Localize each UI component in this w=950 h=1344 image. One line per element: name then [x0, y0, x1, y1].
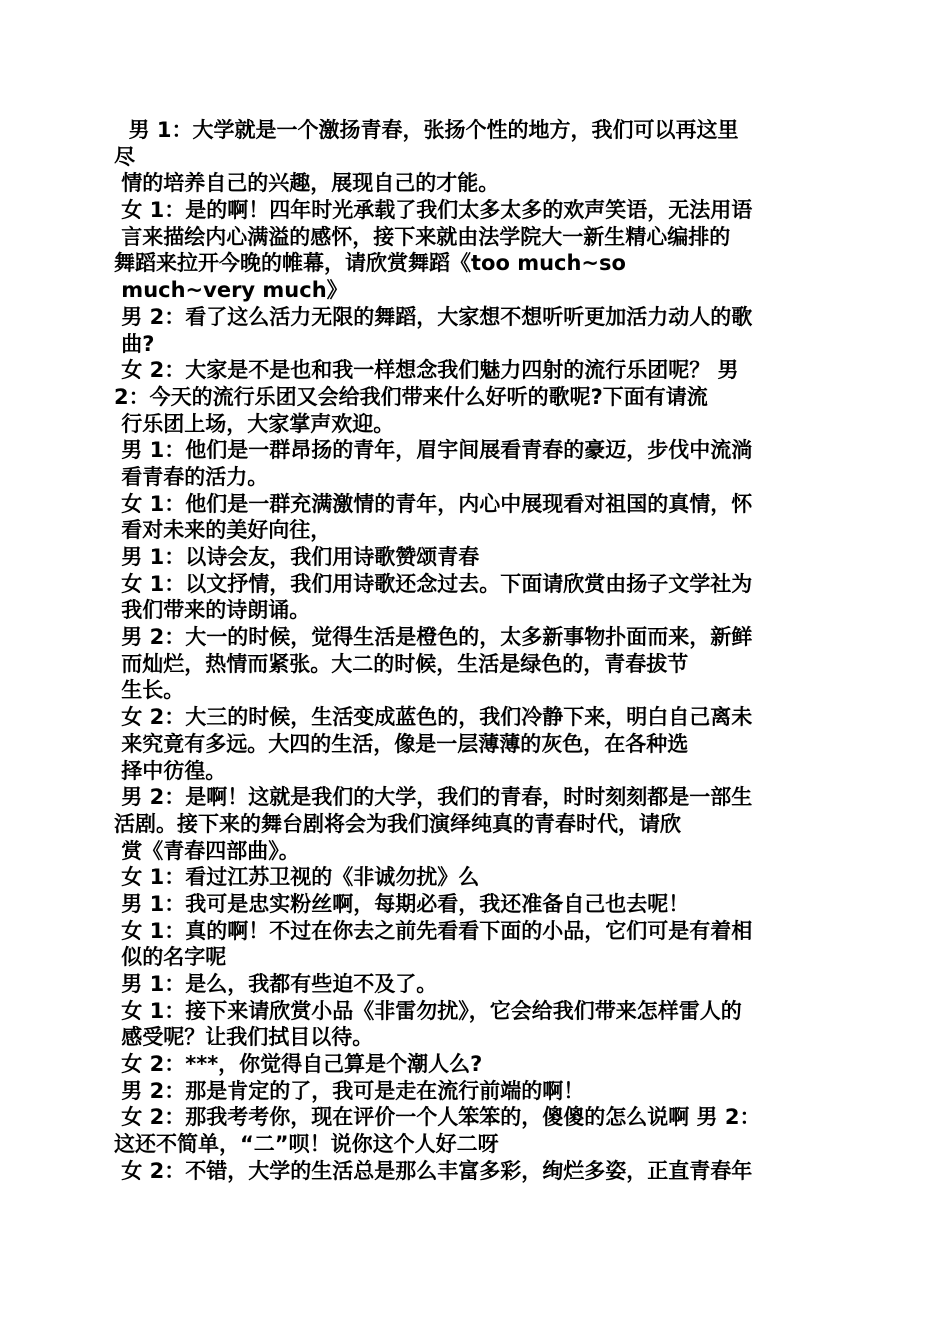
text-line: 言来描绘内心满溢的感怀，接下来就由法学院大一新生精心编排的: [114, 224, 731, 249]
text-line: 男 2：那是肯定的了，我可是走在流行前端的啊！: [114, 1078, 585, 1103]
text-line: 女 2：不错，大学的生活总是那么丰富多彩，绚烂多姿，正直青春年: [114, 1158, 753, 1183]
text-line: 女 1：他们是一群充满激情的青年，内心中展现看对祖国的真情，怀: [114, 491, 753, 516]
text-line: 曲?: [114, 331, 155, 356]
text-line: 女 1：是的啊！四年时光承载了我们太多太多的欢声笑语，无法用语: [114, 198, 753, 223]
text-line: 男 2：大一的时候，觉得生活是橙色的，太多新事物扑面而来，新鲜: [114, 625, 753, 650]
text-line: 看对未来的美好向往，: [114, 518, 332, 543]
text-line: 女 2：那我考考你，现在评价一个人笨笨的，傻傻的怎么说啊 男 2：: [114, 1105, 761, 1130]
text-line: 男 1：他们是一群昂扬的青年，眉宇间展看青春的豪迈，步伐中流淌: [114, 438, 753, 463]
text-line: 生长。: [114, 678, 185, 703]
text-line: 女 2：大三的时候，生活变成蓝色的，我们冷静下来，明白自己离未: [114, 705, 753, 730]
text-line: 活剧。接下来的舞台剧将会为我们演绎纯真的青春时代，请欣: [114, 811, 681, 836]
text-line: 我们带来的诗朗诵。: [114, 598, 311, 623]
text-line: 男 2：是啊！这就是我们的大学，我们的青春，时时刻刻都是一部生: [114, 785, 753, 810]
text-line: 看青春的活力。: [114, 464, 269, 489]
text-line: 女 2：***，你觉得自己算是个潮人么?: [114, 1052, 483, 1077]
text-line: 2：今天的流行乐团又会给我们带来什么好听的歌呢?下面有请流: [114, 384, 708, 409]
text-line: 男 2：看了这么活力无限的舞蹈，大家想不想听听更加活力动人的歌: [114, 304, 753, 329]
text-line: 女 1：真的啊！不过在你去之前先看看下面的小品，它们可是有着相: [114, 918, 753, 943]
text-line: 女 2：大家是不是也和我一样想念我们魅力四射的流行乐团呢？ 男: [114, 358, 739, 383]
text-line: 女 1：接下来请欣赏小品《非雷勿扰》，它会给我们带来怎样雷人的: [114, 998, 742, 1023]
text-line: 情的培养自己的兴趣，展现自己的才能。: [114, 171, 500, 196]
text-line: 择中彷徨。: [114, 758, 227, 783]
text-line: 尽: [114, 144, 135, 169]
text-line: 赏《青春四部曲》。: [114, 838, 300, 863]
text-line: much~very much》: [114, 278, 348, 303]
text-line: 似的名字呢: [114, 945, 227, 970]
text-line: 男 1：大学就是一个激扬青春，张扬个性的地方，我们可以再这里: [114, 118, 739, 142]
script-text-body: [114, 117, 844, 1185]
text-line: 感受呢？让我们拭目以待。: [114, 1025, 374, 1050]
text-line: 男 1：是么，我都有些迫不及了。: [114, 972, 438, 996]
text-line: 男 1：我可是忠实粉丝啊，每期必看，我还准备自己也去呢！: [114, 891, 690, 916]
text-line: 这还不简单，“二”呗！说你这个人好二呀: [114, 1132, 499, 1157]
text-line: 而灿烂，热情而紧张。大二的时候，生活是绿色的，青春拔节: [114, 651, 689, 676]
text-line: 行乐团上场，大家掌声欢迎。: [114, 411, 395, 436]
text-line: 女 1：看过江苏卫视的《非诚勿扰》么: [114, 865, 480, 890]
text-line: 女 1：以文抒情，我们用诗歌还念过去。下面请欣赏由扬子文学社为: [114, 571, 753, 596]
text-line: 来究竟有多远。大四的生活，像是一层薄薄的灰色，在各种选: [114, 731, 689, 756]
text-line: 男 1：以诗会友，我们用诗歌赞颂青春: [114, 545, 480, 569]
text-line: 舞蹈来拉开今晚的帷幕，请欣赏舞蹈《too much~so: [114, 251, 626, 276]
